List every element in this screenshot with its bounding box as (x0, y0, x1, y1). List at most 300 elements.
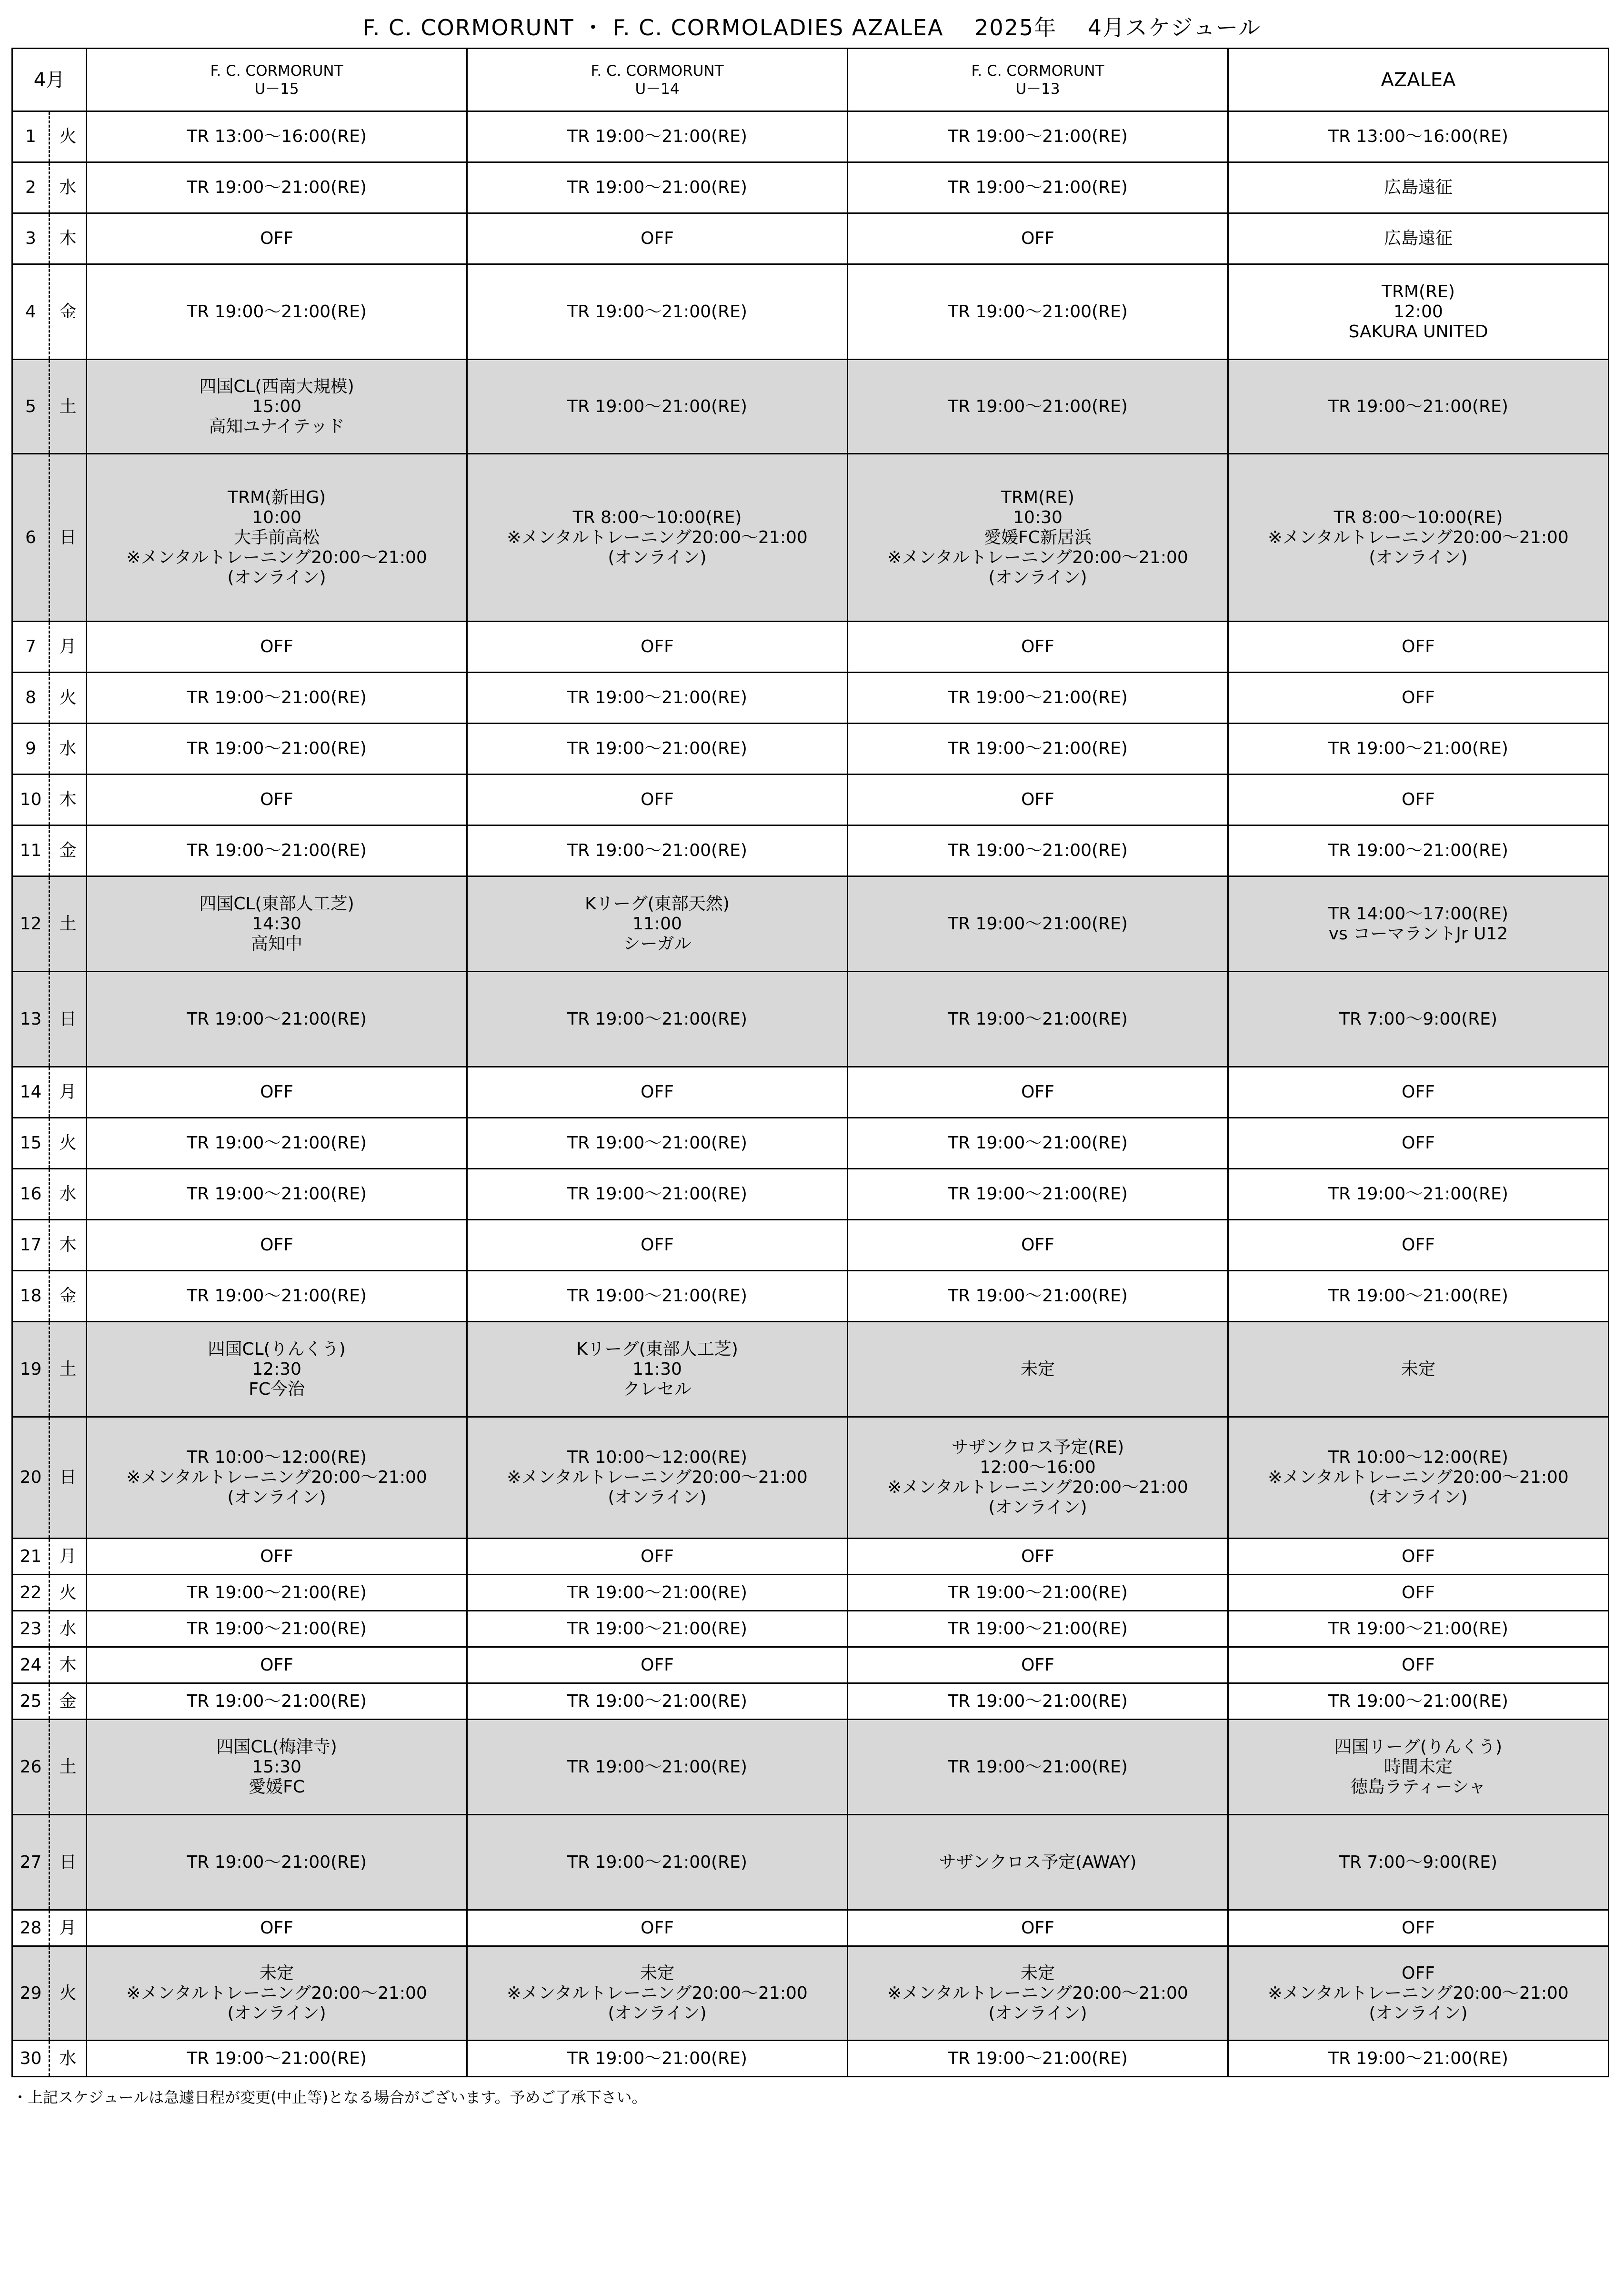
schedule-cell-azalea (1228, 972, 1609, 1067)
schedule-table (11, 48, 1609, 2077)
schedule-cell-u13 (848, 825, 1228, 876)
schedule-entry-line: 徳島ラティーシャ (1351, 1777, 1486, 1797)
schedule-entry-line: ※メンタルトレーニング20:00～21:00 (507, 527, 808, 547)
schedule-entry-line: 愛媛FC新居浜 (984, 527, 1092, 547)
schedule-entry-line: OFF (260, 1082, 293, 1102)
schedule-entry-line: TR 19:00～21:00(RE) (1328, 396, 1508, 416)
schedule-cell-u14 (467, 724, 848, 775)
page-title: F. C. CORMORUNT ・ F. C. CORMOLADIES AZALEA 2025年 4月スケジュール (362, 15, 1262, 40)
schedule-entry-line: ※メンタルトレーニング20:00～21:00 (1268, 1468, 1569, 1487)
footnote: ・上記スケジュールは急遽日程が変更(中止等)となる場合がございます。予めご了承下さい。 (12, 2088, 647, 2106)
schedule-entry-line: 10:00 (252, 507, 301, 527)
schedule-entry-line: ※メンタルトレーニング20:00～21:00 (1268, 527, 1569, 547)
day-number: 17 (12, 1220, 50, 1271)
schedule-entry-line: 高知中 (251, 934, 303, 954)
schedule-entry-line: OFF (1402, 1133, 1435, 1153)
schedule-cell-u15 (87, 1575, 467, 1611)
schedule-entry-line: 未定 (640, 1963, 675, 1983)
schedule-row (12, 1611, 1609, 1647)
schedule-entry-line: 未定 (1401, 1359, 1436, 1379)
schedule-entry-line: OFF (1021, 229, 1054, 248)
schedule-entry-line: 四国CL(西南大規模) (199, 376, 354, 396)
schedule-cell-u14 (467, 1910, 848, 1946)
schedule-entry-line: TR 19:00～21:00(RE) (1328, 2048, 1508, 2068)
schedule-entry-line: TR 19:00～21:00(RE) (948, 1757, 1128, 1777)
weekday: 土 (50, 1322, 87, 1417)
schedule-cell-u14 (467, 1611, 848, 1647)
schedule-cell-u13 (848, 1322, 1228, 1417)
header-row (12, 49, 1609, 111)
schedule-cell-u15 (87, 1169, 467, 1220)
schedule-entry-line: (オンライン) (1369, 547, 1468, 567)
schedule-cell-u15 (87, 264, 467, 360)
schedule-entry-line: TR 13:00～16:00(RE) (1328, 127, 1508, 146)
schedule-cell-azalea (1228, 2041, 1609, 2077)
schedule-cell-u13 (848, 1683, 1228, 1720)
weekday: 木 (50, 213, 87, 264)
schedule-cell-u13 (848, 1539, 1228, 1575)
schedule-entry-line: TR 19:00～21:00(RE) (948, 914, 1128, 934)
day-number: 21 (12, 1539, 50, 1575)
schedule-cell-u13 (848, 1417, 1228, 1539)
schedule-entry-line: TR 19:00～21:00(RE) (948, 2048, 1128, 2068)
schedule-cell-azalea (1228, 213, 1609, 264)
schedule-entry-line: TR 19:00～21:00(RE) (567, 1286, 747, 1306)
schedule-cell-u14 (467, 1067, 848, 1118)
schedule-cell-u15 (87, 622, 467, 673)
schedule-cell-u14 (467, 360, 848, 454)
day-number: 11 (12, 825, 50, 876)
weekday: 火 (50, 111, 87, 162)
schedule-cell-azalea (1228, 1815, 1609, 1910)
schedule-entry-line: TRM(新田G) (227, 487, 326, 507)
schedule-entry-line: ※メンタルトレーニング20:00～21:00 (126, 1468, 427, 1487)
schedule-entry-line: TR 19:00～21:00(RE) (948, 1133, 1128, 1153)
schedule-cell-u14 (467, 876, 848, 972)
schedule-entry-line: TR 19:00～21:00(RE) (567, 1133, 747, 1153)
schedule-cell-azalea (1228, 1271, 1609, 1322)
schedule-entry-line: 四国CL(梅津寺) (216, 1737, 337, 1757)
schedule-entry-line: TRM(RE) (1382, 282, 1455, 302)
schedule-cell-u13 (848, 264, 1228, 360)
schedule-cell-u14 (467, 1946, 848, 2041)
day-number: 14 (12, 1067, 50, 1118)
weekday: 水 (50, 1169, 87, 1220)
schedule-cell-u13 (848, 1271, 1228, 1322)
day-number: 10 (12, 775, 50, 825)
schedule-cell-u15 (87, 1720, 467, 1815)
weekday: 水 (50, 2041, 87, 2077)
schedule-cell-u14 (467, 1169, 848, 1220)
schedule-entry-line: TR 19:00～21:00(RE) (567, 302, 747, 322)
schedule-entry-line: TR 19:00～21:00(RE) (948, 1009, 1128, 1029)
schedule-entry-line: 15:30 (252, 1757, 301, 1777)
schedule-cell-u15 (87, 673, 467, 724)
schedule-entry-line: 四国リーグ(りんくう) (1334, 1737, 1503, 1757)
schedule-cell-azalea (1228, 1067, 1609, 1118)
schedule-entry-line: TR 19:00～21:00(RE) (948, 688, 1128, 707)
schedule-row (12, 1815, 1609, 1910)
schedule-cell-azalea (1228, 1683, 1609, 1720)
weekday: 土 (50, 876, 87, 972)
schedule-entry-line: TR 19:00～21:00(RE) (948, 1582, 1128, 1602)
schedule-entry-line: 時間未定 (1384, 1757, 1453, 1777)
schedule-entry-line: TR 19:00～21:00(RE) (187, 1009, 367, 1029)
column-header-u14 (467, 49, 848, 111)
schedule-row (12, 673, 1609, 724)
day-number: 16 (12, 1169, 50, 1220)
schedule-cell-azalea (1228, 1946, 1609, 2041)
schedule-entry-line: OFF (1402, 1082, 1435, 1102)
weekday: 水 (50, 162, 87, 213)
schedule-cell-azalea (1228, 724, 1609, 775)
schedule-entry-line: TR 10:00～12:00(RE) (187, 1448, 367, 1467)
schedule-entry-line: TR 19:00～21:00(RE) (187, 2048, 367, 2068)
schedule-entry-line: TR 19:00～21:00(RE) (567, 2048, 747, 2068)
schedule-entry-line: TR 19:00～21:00(RE) (187, 178, 367, 197)
schedule-entry-line: OFF (1402, 790, 1435, 809)
schedule-entry-line: TR 7:00～9:00(RE) (1339, 1009, 1497, 1029)
schedule-cell-u13 (848, 111, 1228, 162)
schedule-entry-line: Kリーグ(東部人工芝) (576, 1339, 738, 1359)
schedule-entry-line: 10:30 (1013, 507, 1063, 527)
schedule-cell-u14 (467, 1118, 848, 1169)
schedule-entry-line: サザンクロス予定(AWAY) (939, 1852, 1137, 1872)
schedule-cell-azalea (1228, 673, 1609, 724)
schedule-entry-line: OFF (1402, 1963, 1435, 1983)
schedule-cell-u14 (467, 264, 848, 360)
day-number: 4 (12, 264, 50, 360)
weekday: 金 (50, 1271, 87, 1322)
schedule-cell-u14 (467, 1647, 848, 1683)
schedule-entry-line: 12:30 (252, 1359, 301, 1379)
day-number: 9 (12, 724, 50, 775)
schedule-entry-line: OFF (641, 1546, 674, 1566)
schedule-entry-line: クレセル (623, 1379, 692, 1399)
schedule-entry-line: TR 19:00～21:00(RE) (567, 841, 747, 860)
schedule-entry-line: サザンクロス予定(RE) (951, 1438, 1124, 1457)
schedule-entry-line: 四国CL(りんくう) (208, 1339, 346, 1359)
schedule-cell-u14 (467, 1575, 848, 1611)
schedule-entry-line: TR 19:00～21:00(RE) (948, 1619, 1128, 1639)
schedule-row (12, 1118, 1609, 1169)
schedule-cell-u15 (87, 1647, 467, 1683)
schedule-cell-azalea (1228, 1220, 1609, 1271)
schedule-entry-line: TR 19:00～21:00(RE) (567, 1184, 747, 1204)
column-header-azalea (1228, 49, 1609, 111)
schedule-cell-u13 (848, 1647, 1228, 1683)
schedule-entry-line: OFF (1021, 1546, 1054, 1566)
schedule-row (12, 1575, 1609, 1611)
day-number: 20 (12, 1417, 50, 1539)
schedule-cell-azalea (1228, 876, 1609, 972)
schedule-cell-u15 (87, 876, 467, 972)
schedule-row (12, 775, 1609, 825)
day-number: 2 (12, 162, 50, 213)
schedule-entry-line: TR 19:00～21:00(RE) (567, 178, 747, 197)
schedule-entry-line: TR 7:00～9:00(RE) (1339, 1852, 1497, 1872)
weekday: 火 (50, 1575, 87, 1611)
schedule-entry-line: 広島遠征 (1384, 229, 1453, 248)
weekday: 月 (50, 622, 87, 673)
schedule-cell-u14 (467, 1815, 848, 1910)
day-number: 23 (12, 1611, 50, 1647)
schedule-entry-line: (オンライン) (1369, 1488, 1468, 1507)
weekday: 月 (50, 1910, 87, 1946)
weekday: 日 (50, 454, 87, 622)
schedule-row (12, 1067, 1609, 1118)
schedule-cell-u13 (848, 724, 1228, 775)
schedule-entry-line: FC今治 (249, 1379, 305, 1399)
schedule-cell-u13 (848, 454, 1228, 622)
schedule-entry-line: OFF (260, 1655, 293, 1675)
schedule-entry-line: (オンライン) (988, 567, 1087, 587)
schedule-entry-line: (オンライン) (1369, 2003, 1468, 2023)
schedule-cell-u15 (87, 360, 467, 454)
schedule-entry-line: TR 19:00～21:00(RE) (948, 302, 1128, 322)
schedule-entry-line: 未定 (1021, 1359, 1055, 1379)
schedule-entry-line: (オンライン) (608, 2003, 707, 2023)
weekday: 日 (50, 1815, 87, 1910)
schedule-row (12, 1683, 1609, 1720)
schedule-cell-u13 (848, 622, 1228, 673)
month-header: 4月 (12, 49, 87, 111)
schedule-cell-azalea (1228, 1539, 1609, 1575)
weekday: 木 (50, 1220, 87, 1271)
schedule-cell-u15 (87, 972, 467, 1067)
schedule-entry-line: vs コーマラントJr U12 (1328, 924, 1508, 944)
column-header-line: AZALEA (1381, 69, 1456, 91)
schedule-entry-line: TRM(RE) (1001, 487, 1074, 507)
day-number: 24 (12, 1647, 50, 1683)
schedule-entry-line: OFF (1021, 637, 1054, 656)
schedule-entry-line: 大手前高松 (234, 527, 320, 547)
schedule-cell-azalea (1228, 264, 1609, 360)
day-number: 27 (12, 1815, 50, 1910)
schedule-entry-line: TR 19:00～21:00(RE) (187, 1184, 367, 1204)
schedule-entry-line: 12:00～16:00 (980, 1458, 1096, 1477)
schedule-entry-line: 四国CL(東部人工芝) (199, 894, 354, 914)
schedule-cell-u15 (87, 1271, 467, 1322)
schedule-row (12, 2041, 1609, 2077)
schedule-cell-u15 (87, 1417, 467, 1539)
schedule-cell-u15 (87, 1067, 467, 1118)
schedule-cell-u13 (848, 360, 1228, 454)
weekday: 土 (50, 1720, 87, 1815)
schedule-row (12, 454, 1609, 622)
weekday: 水 (50, 724, 87, 775)
schedule-cell-azalea (1228, 825, 1609, 876)
schedule-cell-u14 (467, 1322, 848, 1417)
schedule-cell-u14 (467, 1720, 848, 1815)
weekday: 月 (50, 1539, 87, 1575)
schedule-cell-u15 (87, 1815, 467, 1910)
schedule-cell-u13 (848, 162, 1228, 213)
schedule-entry-line: OFF (260, 229, 293, 248)
schedule-entry-line: 未定 (1021, 1963, 1055, 1983)
schedule-cell-u13 (848, 1575, 1228, 1611)
schedule-cell-u14 (467, 972, 848, 1067)
schedule-entry-line: OFF (260, 1918, 293, 1938)
schedule-entry-line: 15:00 (252, 396, 301, 416)
schedule-cell-u14 (467, 1417, 848, 1539)
schedule-row (12, 360, 1609, 454)
schedule-cell-u13 (848, 1815, 1228, 1910)
schedule-cell-u14 (467, 1539, 848, 1575)
schedule-entry-line: TR 19:00～21:00(RE) (567, 1691, 747, 1711)
schedule-entry-line: ※メンタルトレーニング20:00～21:00 (126, 1983, 427, 2003)
schedule-entry-line: TR 19:00～21:00(RE) (948, 1286, 1128, 1306)
schedule-row (12, 1647, 1609, 1683)
weekday: 日 (50, 972, 87, 1067)
schedule-cell-u14 (467, 1683, 848, 1720)
schedule-cell-azalea (1228, 1647, 1609, 1683)
schedule-cell-u15 (87, 111, 467, 162)
schedule-cell-u14 (467, 2041, 848, 2077)
schedule-row (12, 213, 1609, 264)
schedule-cell-u13 (848, 876, 1228, 972)
schedule-entry-line: TR 19:00～21:00(RE) (567, 1852, 747, 1872)
schedule-entry-line: OFF (1021, 1082, 1054, 1102)
schedule-entry-line: TR 19:00～21:00(RE) (948, 127, 1128, 146)
schedule-entry-line: (オンライン) (227, 1488, 326, 1507)
schedule-entry-line: TR 19:00～21:00(RE) (567, 1619, 747, 1639)
weekday: 火 (50, 673, 87, 724)
column-header-line: F. C. CORMORUNT (971, 62, 1104, 80)
schedule-entry-line: ※メンタルトレーニング20:00～21:00 (887, 547, 1188, 567)
schedule-entry-line: (オンライン) (227, 2003, 326, 2023)
schedule-entry-line: (オンライン) (608, 1488, 707, 1507)
schedule-row (12, 622, 1609, 673)
schedule-entry-line: TR 19:00～21:00(RE) (948, 1184, 1128, 1204)
schedule-entry-line: OFF (641, 1082, 674, 1102)
weekday: 金 (50, 1683, 87, 1720)
schedule-cell-u14 (467, 454, 848, 622)
schedule-entry-line: ※メンタルトレーニング20:00～21:00 (507, 1468, 808, 1487)
schedule-cell-u15 (87, 1539, 467, 1575)
schedule-entry-line: TR 10:00～12:00(RE) (1328, 1448, 1508, 1467)
schedule-cell-azalea (1228, 1322, 1609, 1417)
schedule-entry-line: シーガル (623, 934, 692, 954)
schedule-cell-u15 (87, 1322, 467, 1417)
schedule-entry-line: TR 19:00～21:00(RE) (187, 1852, 367, 1872)
schedule-entry-line: ※メンタルトレーニング20:00～21:00 (887, 1478, 1188, 1497)
schedule-entry-line: OFF (1021, 1655, 1054, 1675)
schedule-cell-azalea (1228, 1910, 1609, 1946)
schedule-entry-line: TR 19:00～21:00(RE) (187, 841, 367, 860)
schedule-row (12, 1417, 1609, 1539)
schedule-entry-line: TR 19:00～21:00(RE) (567, 1009, 747, 1029)
schedule-cell-u15 (87, 454, 467, 622)
schedule-cell-u15 (87, 1683, 467, 1720)
schedule-cell-azalea (1228, 1720, 1609, 1815)
weekday: 日 (50, 1417, 87, 1539)
schedule-entry-line: OFF (1402, 1655, 1435, 1675)
schedule-entry-line: TR 19:00～21:00(RE) (567, 1757, 747, 1777)
schedule-entry-line: TR 19:00～21:00(RE) (567, 739, 747, 758)
weekday: 火 (50, 1118, 87, 1169)
schedule-entry-line: OFF (641, 1235, 674, 1255)
schedule-cell-u13 (848, 1169, 1228, 1220)
schedule-entry-line: TR 19:00～21:00(RE) (948, 739, 1128, 758)
schedule-entry-line: OFF (641, 229, 674, 248)
column-header-line: U－14 (635, 80, 680, 98)
day-number: 6 (12, 454, 50, 622)
weekday: 火 (50, 1946, 87, 2041)
schedule-entry-line: TR 19:00～21:00(RE) (1328, 841, 1508, 860)
schedule-entry-line: 12:00 (1393, 302, 1443, 322)
weekday: 土 (50, 360, 87, 454)
schedule-entry-line: SAKURA UNITED (1348, 322, 1488, 342)
schedule-cell-azalea (1228, 622, 1609, 673)
column-header-line: U－13 (1015, 80, 1060, 98)
schedule-cell-azalea (1228, 775, 1609, 825)
column-header-line: F. C. CORMORUNT (210, 62, 343, 80)
weekday: 水 (50, 1611, 87, 1647)
schedule-cell-u13 (848, 673, 1228, 724)
schedule-row (12, 1322, 1609, 1417)
schedule-entry-line: TR 19:00～21:00(RE) (567, 396, 747, 416)
schedule-entry-line: OFF (260, 790, 293, 809)
schedule-entry-line: TR 19:00～21:00(RE) (567, 1582, 747, 1602)
weekday: 木 (50, 1647, 87, 1683)
schedule-entry-line: OFF (1402, 1918, 1435, 1938)
schedule-row (12, 1946, 1609, 2041)
column-header-line: U－15 (254, 80, 299, 98)
schedule-row (12, 1720, 1609, 1815)
schedule-entry-line: TR 19:00～21:00(RE) (1328, 1691, 1508, 1711)
schedule-entry-line: TR 19:00～21:00(RE) (187, 1286, 367, 1306)
schedule-entry-line: 愛媛FC (249, 1777, 305, 1797)
schedule-entry-line: TR 19:00～21:00(RE) (187, 302, 367, 322)
schedule-entry-line: OFF (1021, 790, 1054, 809)
schedule-entry-line: OFF (641, 1655, 674, 1675)
schedule-row (12, 111, 1609, 162)
schedule-cell-azalea (1228, 1169, 1609, 1220)
schedule-cell-u13 (848, 1067, 1228, 1118)
day-number: 25 (12, 1683, 50, 1720)
schedule-entry-line: OFF (641, 1918, 674, 1938)
schedule-row (12, 1910, 1609, 1946)
schedule-cell-u15 (87, 1118, 467, 1169)
schedule-entry-line: TR 19:00～21:00(RE) (948, 396, 1128, 416)
schedule-cell-u13 (848, 1910, 1228, 1946)
schedule-cell-u15 (87, 1611, 467, 1647)
schedule-cell-azalea (1228, 1611, 1609, 1647)
schedule-row (12, 1271, 1609, 1322)
schedule-cell-azalea (1228, 454, 1609, 622)
schedule-row (12, 876, 1609, 972)
schedule-entry-line: 未定 (260, 1963, 294, 1983)
schedule-entry-line: Kリーグ(東部天然) (585, 894, 730, 914)
schedule-entry-line: TR 19:00～21:00(RE) (1328, 739, 1508, 758)
schedule-cell-u13 (848, 1611, 1228, 1647)
day-number: 13 (12, 972, 50, 1067)
schedule-entry-line: OFF (1402, 688, 1435, 707)
column-header-u15 (87, 49, 467, 111)
schedule-entry-line: TR 19:00～21:00(RE) (187, 688, 367, 707)
schedule-entry-line: 14:30 (252, 914, 301, 934)
day-number: 19 (12, 1322, 50, 1417)
schedule-entry-line: OFF (1402, 637, 1435, 656)
schedule-entry-line: OFF (641, 790, 674, 809)
schedule-row (12, 724, 1609, 775)
schedule-entry-line: 広島遠征 (1384, 178, 1453, 197)
schedule-row (12, 1169, 1609, 1220)
schedule-entry-line: TR 19:00～21:00(RE) (1328, 1286, 1508, 1306)
schedule-entry-line: TR 19:00～21:00(RE) (948, 178, 1128, 197)
schedule-entry-line: OFF (1402, 1546, 1435, 1566)
